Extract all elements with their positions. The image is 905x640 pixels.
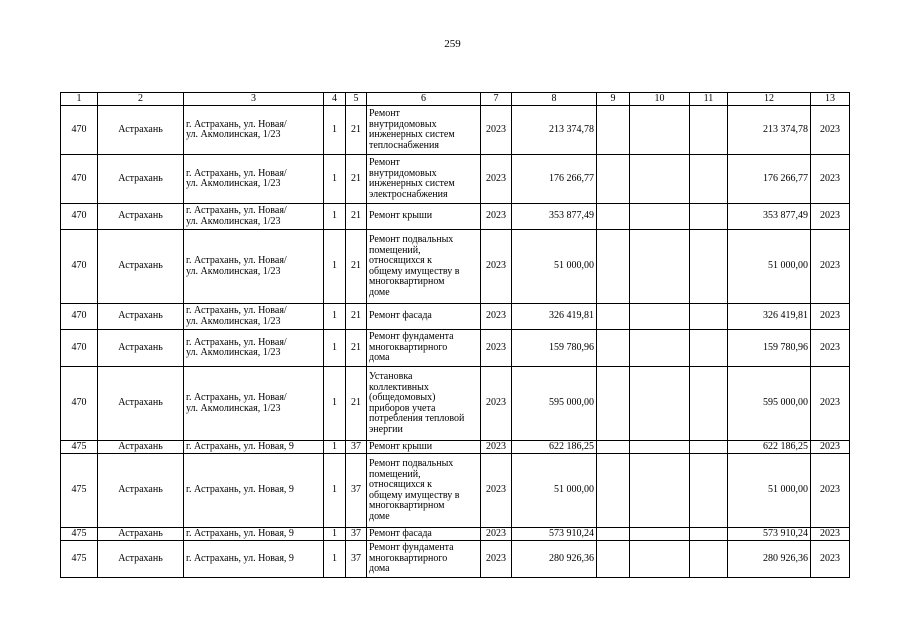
cell-col-6: [367, 230, 481, 304]
table-row: [61, 528, 850, 541]
cell-col-3: [184, 528, 324, 541]
cell-col-6: [367, 367, 481, 441]
column-header-12: 12: [728, 93, 811, 106]
cell-col-3: [184, 230, 324, 304]
capital-repair-table: [60, 92, 850, 578]
cell-line: общему имуществу в: [369, 489, 460, 501]
cell-col-5: 21: [346, 367, 367, 441]
cell-col-7: 2023: [481, 230, 512, 304]
cell-col-7: 2023: [481, 106, 512, 155]
cell-line: многоквартирного: [369, 552, 448, 564]
page-number: 259: [444, 38, 461, 50]
cell-col-1: 470: [61, 304, 98, 330]
cell-line: потребления тепловой: [369, 413, 465, 424]
cell-col-10: [630, 304, 690, 330]
cell-line: теплоснабжения: [369, 139, 439, 151]
cell-line: Установка: [369, 371, 413, 382]
cell-col-1: 475: [61, 528, 98, 541]
cell-col-1: 470: [61, 367, 98, 441]
cell-col-2: Астрахань: [98, 106, 184, 155]
cell-col-12: 213 374,78: [728, 106, 811, 155]
cell-col-8: 353 877,49: [512, 204, 597, 230]
cell-col-2: Астрахань: [98, 230, 184, 304]
cell-line: помещений,: [369, 468, 421, 480]
cell-col-6: [367, 528, 481, 541]
table-row: [61, 541, 850, 578]
cell-col-1: 475: [61, 454, 98, 528]
cell-col-4: 1: [324, 441, 346, 454]
cell-col-12: 353 877,49: [728, 204, 811, 230]
cell-line: приборов учета: [369, 402, 436, 414]
cell-line: электроснабжения: [369, 188, 448, 200]
column-header-13: 13: [811, 93, 850, 106]
cell-col-11: [690, 330, 728, 367]
cell-col-3: [184, 541, 324, 578]
cell-col-6: [367, 541, 481, 578]
cell-col-13: 2023: [811, 204, 850, 230]
cell-col-12: 622 186,25: [728, 441, 811, 454]
column-header-7: 7: [481, 93, 512, 106]
cell-col-4: 1: [324, 330, 346, 367]
cell-line: многоквартирном: [369, 500, 445, 511]
cell-line: коллективных: [369, 381, 429, 393]
cell-col-7: 2023: [481, 528, 512, 541]
cell-line: относящихся к: [369, 255, 433, 266]
cell-col-8: 159 780,96: [512, 330, 597, 367]
cell-line: г. Астрахань, ул. Новая, 9: [186, 552, 294, 564]
cell-line: г. Астрахань, ул. Новая/: [186, 255, 287, 266]
cell-col-9: [597, 528, 630, 541]
column-header-10: 10: [630, 93, 690, 106]
cell-col-6: [367, 155, 481, 204]
cell-col-8: 176 266,77: [512, 155, 597, 204]
cell-line: ул. Акмолинская, 1/23: [186, 129, 281, 140]
cell-col-2: Астрахань: [98, 454, 184, 528]
cell-line: относящихся к: [369, 479, 433, 490]
cell-col-1: 470: [61, 230, 98, 304]
table-row: [61, 230, 850, 304]
column-header-4: 4: [324, 93, 346, 106]
cell-col-11: [690, 106, 728, 155]
table-row: [61, 330, 850, 367]
cell-line: ул. Акмолинская, 1/23: [186, 347, 281, 358]
cell-col-12: 176 266,77: [728, 155, 811, 204]
column-header-11: 11: [690, 93, 728, 106]
table-row: [61, 441, 850, 454]
cell-col-13: 2023: [811, 441, 850, 454]
cell-col-1: 470: [61, 106, 98, 155]
cell-col-13: 2023: [811, 528, 850, 541]
cell-line: ул. Акмолинская, 1/23: [186, 402, 281, 414]
cell-col-9: [597, 441, 630, 454]
column-header-2: 2: [98, 93, 184, 106]
cell-col-7: 2023: [481, 454, 512, 528]
cell-col-1: 470: [61, 204, 98, 230]
table-row: [61, 454, 850, 528]
column-header-9: 9: [597, 93, 630, 106]
cell-line: Ремонт фундамента: [369, 331, 454, 343]
column-header-3: 3: [184, 93, 324, 106]
cell-col-2: Астрахань: [98, 367, 184, 441]
cell-col-4: 1: [324, 528, 346, 541]
table-row: [61, 106, 850, 155]
cell-col-9: [597, 330, 630, 367]
cell-col-10: [630, 541, 690, 578]
cell-line: многоквартирного: [369, 341, 448, 353]
cell-col-6: [367, 441, 481, 454]
cell-line: инженерных систем: [369, 178, 455, 189]
cell-line: дома: [369, 352, 390, 364]
cell-col-4: 1: [324, 204, 346, 230]
table-body: [61, 106, 850, 578]
cell-line: ул. Акмолинская, 1/23: [186, 315, 281, 327]
cell-col-7: 2023: [481, 330, 512, 367]
cell-col-5: 37: [346, 454, 367, 528]
cell-line: помещений,: [369, 244, 421, 256]
cell-col-8: 51 000,00: [512, 454, 597, 528]
cell-col-2: Астрахань: [98, 528, 184, 541]
cell-col-2: Астрахань: [98, 304, 184, 330]
cell-col-13: 2023: [811, 367, 850, 441]
cell-col-10: [630, 230, 690, 304]
cell-line: энергии: [369, 423, 403, 435]
cell-col-12: 573 910,24: [728, 528, 811, 541]
cell-col-10: [630, 330, 690, 367]
cell-line: Ремонт подвальных: [369, 458, 454, 469]
cell-col-13: 2023: [811, 330, 850, 367]
cell-line: Ремонт: [369, 157, 400, 168]
cell-line: Ремонт: [369, 108, 400, 119]
cell-col-6: [367, 330, 481, 367]
cell-col-10: [630, 367, 690, 441]
cell-col-12: 51 000,00: [728, 230, 811, 304]
cell-col-10: [630, 155, 690, 204]
cell-col-13: 2023: [811, 230, 850, 304]
cell-col-10: [630, 204, 690, 230]
cell-col-11: [690, 528, 728, 541]
cell-col-11: [690, 454, 728, 528]
cell-line: многоквартирном: [369, 276, 445, 287]
cell-col-12: 326 419,81: [728, 304, 811, 330]
cell-col-10: [630, 454, 690, 528]
cell-col-3: [184, 367, 324, 441]
cell-col-7: 2023: [481, 367, 512, 441]
cell-col-5: 21: [346, 106, 367, 155]
cell-line: внутридомовых: [369, 167, 437, 179]
cell-line: дома: [369, 563, 390, 575]
cell-col-7: 2023: [481, 204, 512, 230]
cell-col-5: 21: [346, 330, 367, 367]
cell-col-5: 21: [346, 304, 367, 330]
cell-col-5: 37: [346, 541, 367, 578]
cell-col-4: 1: [324, 155, 346, 204]
cell-col-3: [184, 204, 324, 230]
cell-col-12: 159 780,96: [728, 330, 811, 367]
cell-line: г. Астрахань, ул. Новая, 9: [186, 440, 294, 452]
cell-line: Ремонт крыши: [369, 210, 433, 222]
cell-col-2: Астрахань: [98, 155, 184, 204]
cell-line: г. Астрахань, ул. Новая, 9: [186, 527, 294, 539]
cell-col-11: [690, 204, 728, 230]
cell-line: ул. Акмолинская, 1/23: [186, 265, 281, 277]
cell-col-12: 51 000,00: [728, 454, 811, 528]
cell-col-4: 1: [324, 230, 346, 304]
cell-col-13: 2023: [811, 304, 850, 330]
cell-col-8: 573 910,24: [512, 528, 597, 541]
cell-col-9: [597, 155, 630, 204]
cell-col-3: [184, 304, 324, 330]
cell-col-8: 51 000,00: [512, 230, 597, 304]
cell-col-11: [690, 367, 728, 441]
cell-line: г. Астрахань, ул. Новая/: [186, 305, 287, 316]
cell-col-8: 622 186,25: [512, 441, 597, 454]
cell-line: (общедомовых): [369, 392, 436, 403]
cell-col-7: 2023: [481, 155, 512, 204]
cell-col-11: [690, 541, 728, 578]
cell-col-4: 1: [324, 367, 346, 441]
column-header-5: 5: [346, 93, 367, 106]
cell-col-13: 2023: [811, 541, 850, 578]
cell-line: ул. Акмолинская, 1/23: [186, 178, 281, 189]
cell-col-11: [690, 155, 728, 204]
cell-col-6: [367, 304, 481, 330]
cell-col-6: [367, 106, 481, 155]
cell-col-10: [630, 528, 690, 541]
table-header: [61, 93, 850, 106]
cell-col-10: [630, 441, 690, 454]
cell-col-3: [184, 441, 324, 454]
cell-col-8: 213 374,78: [512, 106, 597, 155]
cell-line: Ремонт фундамента: [369, 542, 454, 554]
cell-col-1: 475: [61, 541, 98, 578]
cell-line: Ремонт подвальных: [369, 234, 454, 245]
cell-col-6: [367, 454, 481, 528]
cell-col-6: [367, 204, 481, 230]
cell-line: доме: [369, 510, 390, 522]
table-row: [61, 367, 850, 441]
cell-line: г. Астрахань, ул. Новая/: [186, 336, 287, 348]
cell-col-11: [690, 304, 728, 330]
table-row: [61, 204, 850, 230]
cell-line: ул. Акмолинская, 1/23: [186, 215, 281, 227]
cell-col-5: 37: [346, 441, 367, 454]
table-row: [61, 304, 850, 330]
cell-col-11: [690, 441, 728, 454]
cell-line: г. Астрахань, ул. Новая/: [186, 205, 287, 216]
cell-line: инженерных систем: [369, 129, 455, 140]
cell-line: доме: [369, 286, 390, 298]
cell-line: Ремонт крыши: [369, 440, 433, 452]
cell-col-9: [597, 367, 630, 441]
cell-col-11: [690, 230, 728, 304]
cell-line: Ремонт фасада: [369, 527, 432, 539]
cell-col-8: 280 926,36: [512, 541, 597, 578]
cell-col-1: 470: [61, 330, 98, 367]
cell-col-3: [184, 330, 324, 367]
cell-col-2: Астрахань: [98, 330, 184, 367]
cell-col-13: 2023: [811, 155, 850, 204]
cell-col-12: 280 926,36: [728, 541, 811, 578]
cell-col-7: 2023: [481, 441, 512, 454]
cell-col-8: 595 000,00: [512, 367, 597, 441]
header-row: [61, 93, 850, 106]
cell-col-4: 1: [324, 304, 346, 330]
cell-line: г. Астрахань, ул. Новая, 9: [186, 484, 294, 496]
cell-col-9: [597, 454, 630, 528]
cell-col-4: 1: [324, 454, 346, 528]
cell-col-3: [184, 454, 324, 528]
cell-col-9: [597, 204, 630, 230]
cell-col-9: [597, 230, 630, 304]
cell-line: г. Астрахань, ул. Новая/: [186, 392, 287, 403]
cell-col-1: 475: [61, 441, 98, 454]
cell-col-12: 595 000,00: [728, 367, 811, 441]
cell-line: г. Астрахань, ул. Новая/: [186, 118, 287, 130]
table-row: [61, 155, 850, 204]
cell-col-9: [597, 106, 630, 155]
column-header-6: 6: [367, 93, 481, 106]
cell-col-3: [184, 155, 324, 204]
cell-col-9: [597, 304, 630, 330]
cell-line: Ремонт фасада: [369, 310, 432, 322]
cell-col-4: 1: [324, 541, 346, 578]
cell-line: общему имуществу в: [369, 265, 460, 277]
cell-col-7: 2023: [481, 304, 512, 330]
cell-col-10: [630, 106, 690, 155]
cell-col-5: 21: [346, 204, 367, 230]
cell-col-5: 21: [346, 155, 367, 204]
cell-col-13: 2023: [811, 106, 850, 155]
cell-col-9: [597, 541, 630, 578]
cell-col-2: Астрахань: [98, 441, 184, 454]
cell-col-5: 21: [346, 230, 367, 304]
cell-col-3: [184, 106, 324, 155]
cell-col-1: 470: [61, 155, 98, 204]
column-header-8: 8: [512, 93, 597, 106]
cell-line: внутридомовых: [369, 118, 437, 130]
cell-col-13: 2023: [811, 454, 850, 528]
cell-line: г. Астрахань, ул. Новая/: [186, 167, 287, 179]
cell-col-5: 37: [346, 528, 367, 541]
cell-col-4: 1: [324, 106, 346, 155]
cell-col-2: Астрахань: [98, 541, 184, 578]
cell-col-8: 326 419,81: [512, 304, 597, 330]
column-header-1: 1: [61, 93, 98, 106]
cell-col-2: Астрахань: [98, 204, 184, 230]
cell-col-7: 2023: [481, 541, 512, 578]
